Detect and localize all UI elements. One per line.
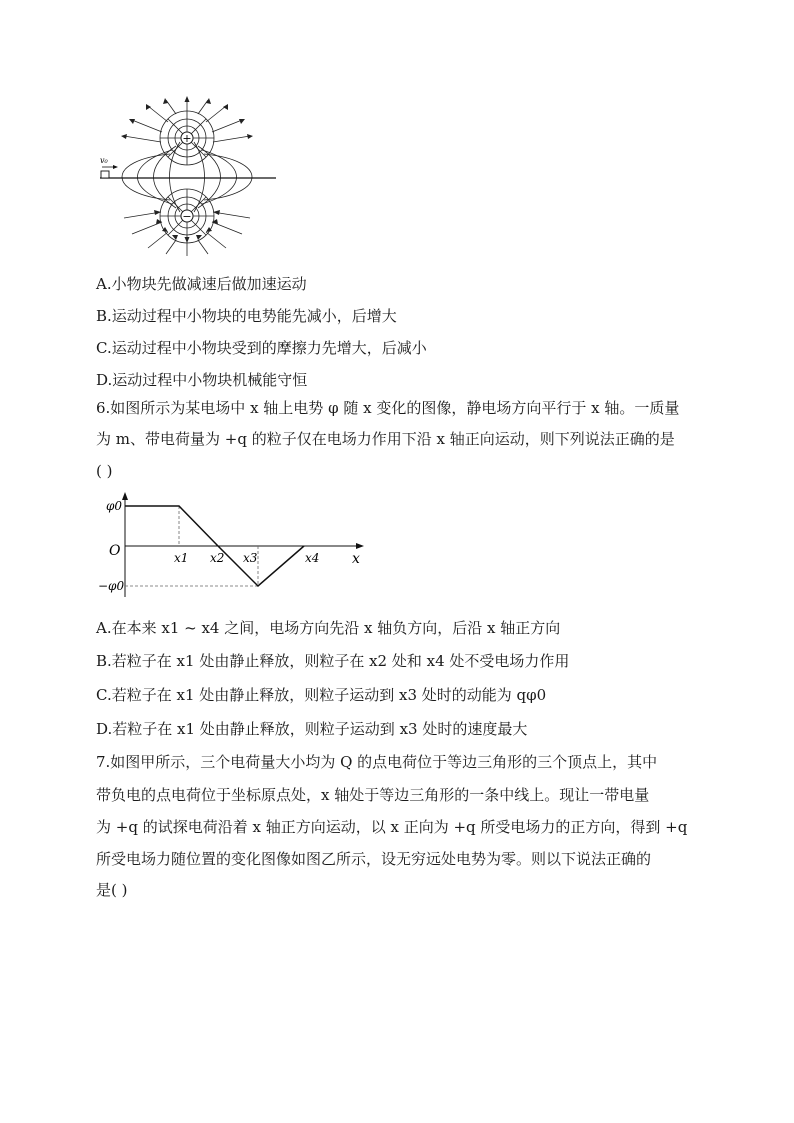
v0-label: v₀ bbox=[100, 156, 108, 165]
dipole-field-figure bbox=[96, 94, 281, 262]
x1-label: x1 bbox=[174, 551, 189, 565]
q7-stem-line2: 带负电的点电荷位于坐标原点处，x 轴处于等边三角形的一条中线上。现让一带电量 bbox=[96, 786, 650, 804]
q6-stem-line3: ( ) bbox=[96, 462, 113, 480]
q7-stem-line3: 为 +q 的试探电荷沿着 x 轴正方向运动，以 x 正向为 +q 所受电场力的正方向，得到 +q bbox=[96, 818, 688, 836]
q7-stem-line4: 所受电场力随位置的变化图像如图乙所示，设无穷远处电势为零。则以下说法正确的 bbox=[96, 850, 652, 868]
q7-stem-line1: 7.如图甲所示，三个电荷量大小均为 Q 的点电荷位于等边三角形的三个顶点上，其中 bbox=[96, 753, 658, 771]
x4-label: x4 bbox=[305, 551, 320, 565]
x-axis-label: x bbox=[352, 551, 360, 567]
small-block bbox=[101, 171, 109, 178]
minus-sign: − bbox=[182, 210, 192, 223]
q5-option-c: C.运动过程中小物块受到的摩擦力先增大，后减小 bbox=[96, 339, 427, 357]
q7-stem-line5: 是( ) bbox=[96, 881, 128, 899]
x3-label: x3 bbox=[243, 551, 258, 565]
neg-phi0-label: −φ0 bbox=[98, 579, 125, 593]
phi0-label: φ0 bbox=[106, 499, 123, 513]
potential-graph bbox=[96, 490, 368, 600]
plus-sign: + bbox=[182, 132, 192, 145]
x2-label: x2 bbox=[210, 551, 225, 565]
q6-stem-line2: 为 m、带电荷量为 +q 的粒子仅在电场力作用下沿 x 轴正向运动，则下列说法正确的是 bbox=[96, 430, 675, 448]
q6-stem-line1: 6.如图所示为某电场中 x 轴上电势 φ 随 x 变化的图像，静电场方向平行于 x 轴。一质量 bbox=[96, 399, 680, 417]
q5-option-d: D.运动过程中小物块机械能守恒 bbox=[96, 371, 308, 389]
q6-option-c: C.若粒子在 x1 处由静止释放，则粒子运动到 x3 处时的动能为 qφ0 bbox=[96, 686, 547, 704]
q6-option-d: D.若粒子在 x1 处由静止释放，则粒子运动到 x3 处时的速度最大 bbox=[96, 720, 528, 738]
q5-option-b: B.运动过程中小物块的电势能先减小，后增大 bbox=[96, 307, 397, 325]
q6-option-b: B.若粒子在 x1 处由静止释放，则粒子在 x2 处和 x4 处不受电场力作用 bbox=[96, 652, 570, 670]
q6-option-a: A.在本来 x1 ~ x4 之间，电场方向先沿 x 轴负方向，后沿 x 轴正方向 bbox=[96, 619, 561, 637]
origin-label: O bbox=[109, 543, 121, 559]
q5-option-a: A.小物块先做减速后做加速运动 bbox=[96, 275, 307, 293]
